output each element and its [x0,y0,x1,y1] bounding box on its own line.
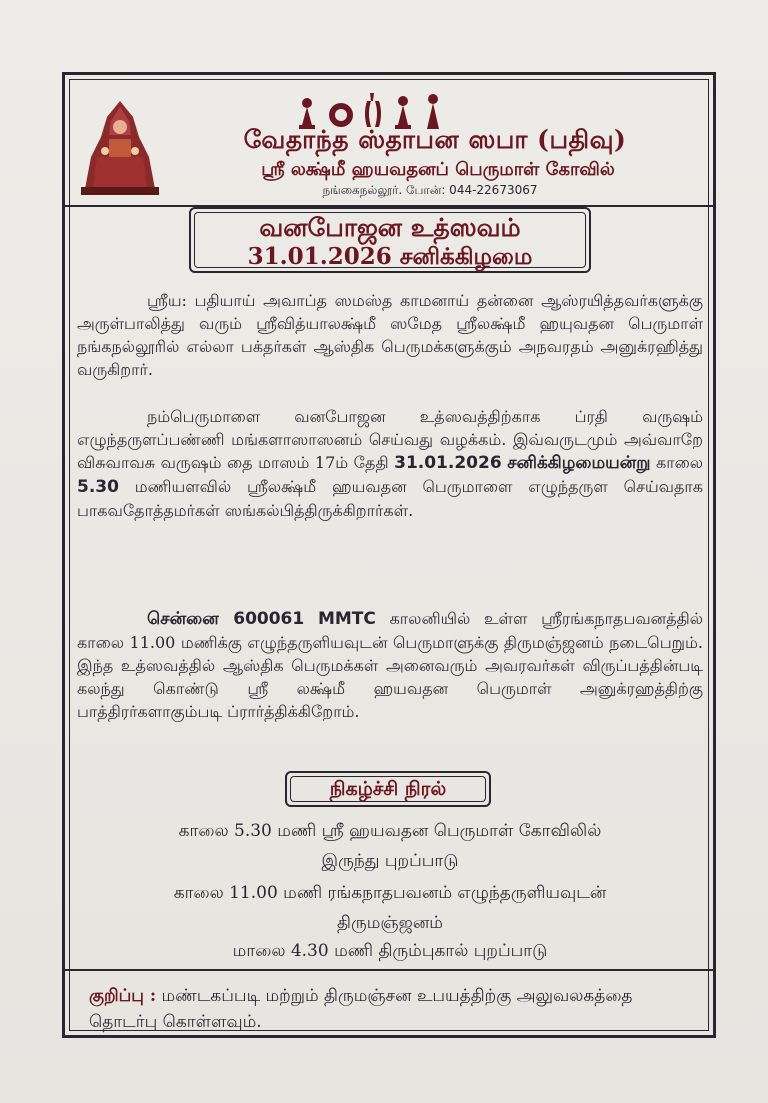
notice-frame [62,72,716,1038]
p2-text-b: காலை [656,453,704,472]
p3-pincode: சென்னை 600061 [147,609,305,629]
note-text: மண்டகப்படி மற்றும் திருமஞ்சன உபயத்திற்கு அலுவலகத்தை தொடர்பு கொள்ளவும். [89,986,633,1032]
paragraph-event-text [77,405,703,522]
schedule-item: இருந்து புறப்பாடு [321,851,459,871]
p2-text-c: மணியளவில் ஸ்ரீலக்ஷ்மீ ஹயவதன பெருமாளை எழுந்தருள செய்வதாக பாகவதோத்தமர்கள் ஸங்கல்பித்திருக்கிறார்கள். [77,477,703,520]
p2-day: சனிக்கிழமையன்று [507,453,651,473]
program-title-box [285,771,491,807]
schedule-item: மாலை 4.30 மணி திரும்புகால் புறப்பாடு [232,941,548,961]
event-date-line [191,243,589,273]
event-title: வனபோஜன உத்ஸவம் [259,213,521,242]
p2-time: 5.30 [77,477,119,497]
schedule-item: திருமஞ்ஜனம் [337,913,443,933]
paragraph-venue [77,607,703,723]
paragraph-venue-text [77,607,703,723]
paragraph-intro-text: ஸ்ரீய: பதியாய் அவாப்த ஸமஸ்த காமனாய் தன்னை ஆஸ்ரயித்தவர்களுக்கு அருள்பாலித்து வரும் ஸ்ரீவித்யாலக்ஷ்மீ ஸமேத ஸ்ரீலக்ஷ்மீ ஹயுவதன பெருமாள் நங்கநல்லூரில் எல்லா பக்தர்கள் ஆஸ்திக பெருமக்களுக்கும் அநவரதம் அனுக்ரஹித்து வருகிறார். [77,291,703,379]
p3-mmtc: MMTC [317,609,376,629]
p2-date: 31.01.2026 [394,453,502,473]
p2-text-a: நம்பெருமாளை வனபோஜன உத்ஸவத்திற்காக ப்ரதி வருஷம் எழுந்தருளப்பண்ணி மங்களாஸாஸனம் செய்வது வழக்கம். இவ்வருடமும் அவ்வாறே விசுவாவசு வருஷம் தை மாஸம் 17ம் தேதி [77,407,703,472]
note-text-block [89,983,689,1035]
event-date: 31.01.2026 [247,243,392,270]
p3-text-b: காலனியில் உள்ள ஸ்ரீரங்கநாதபவனத்தில் காலை 11.00 மணிக்கு எழுந்தருளியவுடன் பெருமாளுக்கு திருமஞ்ஜனம் நடைபெறும். இந்த உத்ஸவத்தில் ஆஸ்திக பெருமக்கள் அனைவரும் அவரவர்கள் விருப்பத்தின்படி கலந்து கொண்டு ஸ்ரீ லக்ஷ்மீ ஹயவதன பெருமாள் அனுக்ரஹத்திற்கு பாத்திரர்களாகும்படி ப்ரார்த்திக்கிறோம். [77,609,704,721]
paragraph-event [77,405,703,522]
paragraph-intro [77,289,703,381]
program-title: நிகழ்ச்சி நிரல் [329,778,447,800]
note-section [65,969,713,1041]
organization-name: வேதாந்த ஸ்தாபன ஸபா (பதிவு) [243,125,627,154]
deity-image [77,97,163,199]
note-label: குறிப்பு : [89,986,157,1006]
event-title-box [189,207,591,273]
event-day: சனிக்கிழமை [399,243,533,270]
schedule-item: காலை 5.30 மணி ஸ்ரீ ஹயவதன பெருமாள் கோவிலில் [178,821,602,841]
schedule-item: காலை 11.00 மணி ரங்கநாதபவனம் எழுந்தருளியவுடன் [173,883,607,903]
temple-name: ஸ்ரீ லக்ஷ்மீ ஹயவதனப் பெருமாள் கோவில் [261,159,615,180]
letterhead [65,75,713,207]
address-phone: நங்கைநல்லூர். போன்: 044-22673067 [322,183,538,197]
